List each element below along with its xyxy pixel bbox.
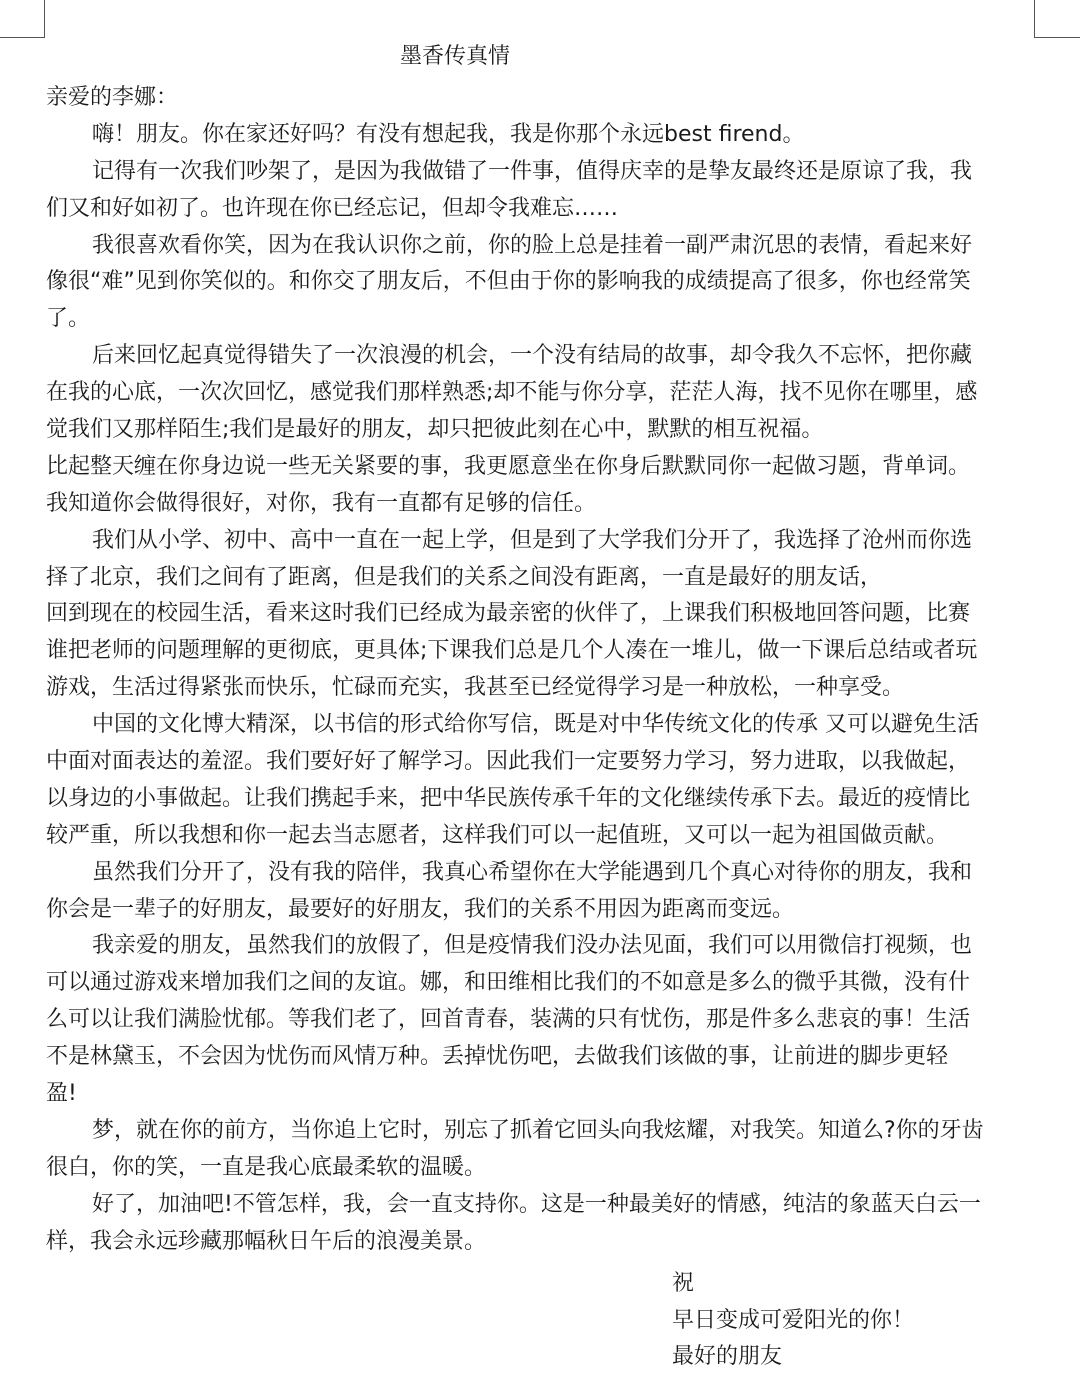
page-corner-mark-top-right: [1034, 37, 1080, 38]
body-line: 你会是一辈子的好朋友，最要好的好朋友，我们的关系不用因为距离而变远。: [46, 896, 795, 922]
body-line: 中国的文化博大精深，以书信的形式给你写信，既是对中华传统文化的传承 又可以避免生活: [92, 712, 979, 738]
body-line: 较严重，所以我想和你一起去当志愿者，这样我们可以一起值班，又可以一起为祖国做贡献。: [46, 822, 949, 848]
body-line: 记得有一次我们吵架了，是因为我做错了一件事，值得庆幸的是挚友最终还是原谅了我，我: [92, 158, 973, 184]
body-line: 很白，你的笑，一直是我心底最柔软的温暖。: [46, 1154, 487, 1180]
letter-title: 墨香传真情: [400, 44, 511, 69]
body-line: 游戏，生活过得紧张而快乐，忙碌而充实，我甚至已经觉得学习是一种放松，一种享受。: [46, 675, 905, 701]
body-line: 们又和好如初了。也许现在你已经忘记，但却令我难忘……: [46, 195, 619, 221]
body-line: 不是林黛玉，不会因为忧伤而风情万种。丢掉忧伤吧，去做我们该做的事，让前进的脚步更轻: [46, 1044, 949, 1070]
body-line: 回到现在的校园生活，看来这时我们已经成为最亲密的伙伴了，上课我们积极地回答问题，比赛: [46, 601, 971, 627]
closing-blessing: 早日变成可爱阳光的你！: [672, 1307, 915, 1333]
body-line: 觉我们又那样陌生;我们是最好的朋友，却只把彼此刻在心中，默默的相互祝福。: [46, 417, 824, 443]
body-line: 了。: [46, 306, 91, 332]
closing-signature: 最好的朋友: [672, 1344, 783, 1369]
body-line: 盈!: [46, 1081, 77, 1107]
body-line: 嗨！朋友。你在家还好吗？有没有想起我，我是你那个永远best firend。: [92, 121, 805, 147]
page-corner-mark-top-left: [44, 0, 45, 37]
salutation: 亲爱的李娜：: [46, 85, 179, 110]
body-line: 我很喜欢看你笑，因为在我认识你之前，你的脸上总是挂着一副严肃沉思的表情，看起来好: [92, 232, 973, 258]
closing-wish: 祝: [672, 1271, 695, 1296]
body-line: 样，我会永远珍藏那幅秋日午后的浪漫美景。: [46, 1228, 487, 1254]
body-line: 以身边的小事做起。让我们携起手来，把中华民族传承千年的文化继续传承下去。最近的疫情比: [46, 785, 971, 811]
letter-body: [46, 80, 1036, 1261]
page-corner-mark-top-left: [0, 37, 45, 38]
body-line: 么可以让我们满脸忧郁。等我们老了，回首青春，装满的只有忧伤，那是件多么悲哀的事！生活: [46, 1007, 971, 1033]
body-line: 梦，就在你的前方，当你追上它时，别忘了抓着它回头向我炫耀，对我笑。知道么?你的牙齿: [92, 1117, 984, 1143]
body-line: 好了，加油吧!不管怎样，我，会一直支持你。这是一种最美好的情感，纯洁的象蓝天白云一: [92, 1191, 981, 1217]
letter-closing: [672, 1266, 914, 1376]
body-line: 谁把老师的问题理解的更彻底，更具体;下课我们总是几个人凑在一堆儿，做一下课后总结或者玩: [46, 638, 978, 664]
page-corner-mark-top-right: [1034, 0, 1035, 37]
body-line: 中面对面表达的羞涩。我们要好好了解学习。因此我们一定要努力学习，努力进取，以我做起，: [46, 749, 971, 775]
body-line: 比起整天缠在你身边说一些无关紧要的事，我更愿意坐在你身后默默同你一起做习题，背单词。: [46, 453, 971, 479]
body-line: 虽然我们分开了，没有我的陪伴，我真心希望你在大学能遇到几个真心对待你的朋友，我和: [92, 859, 973, 885]
body-line: 像很“难”见到你笑似的。和你交了朋友后，不但由于你的影响我的成绩提高了很多，你也经常笑: [46, 269, 971, 295]
body-line: 我亲爱的朋友，虽然我们的放假了，但是疫情我们没办法见面，我们可以用微信打视频，也: [92, 933, 973, 959]
body-line: 我知道你会做得很好，对你，我有一直都有足够的信任。: [46, 490, 597, 516]
body-line: 在我的心底，一次次回忆，感觉我们那样熟悉;却不能与你分享，茫茫人海，找不见你在哪里，感: [46, 380, 978, 406]
body-line: 我们从小学、初中、高中一直在一起上学，但是到了大学我们分开了，我选择了沧州而你选: [92, 527, 973, 553]
body-line: 择了北京，我们之间有了距离，但是我们的关系之间没有距离，一直是最好的朋友话，: [46, 564, 883, 590]
body-line: 后来回忆起真觉得错失了一次浪漫的机会，一个没有结局的故事，却令我久不忘怀，把你藏: [92, 343, 973, 369]
body-line: 可以通过游戏来增加我们之间的友谊。娜，和田维相比我们的不如意是多么的微乎其微，没有什: [46, 970, 971, 996]
